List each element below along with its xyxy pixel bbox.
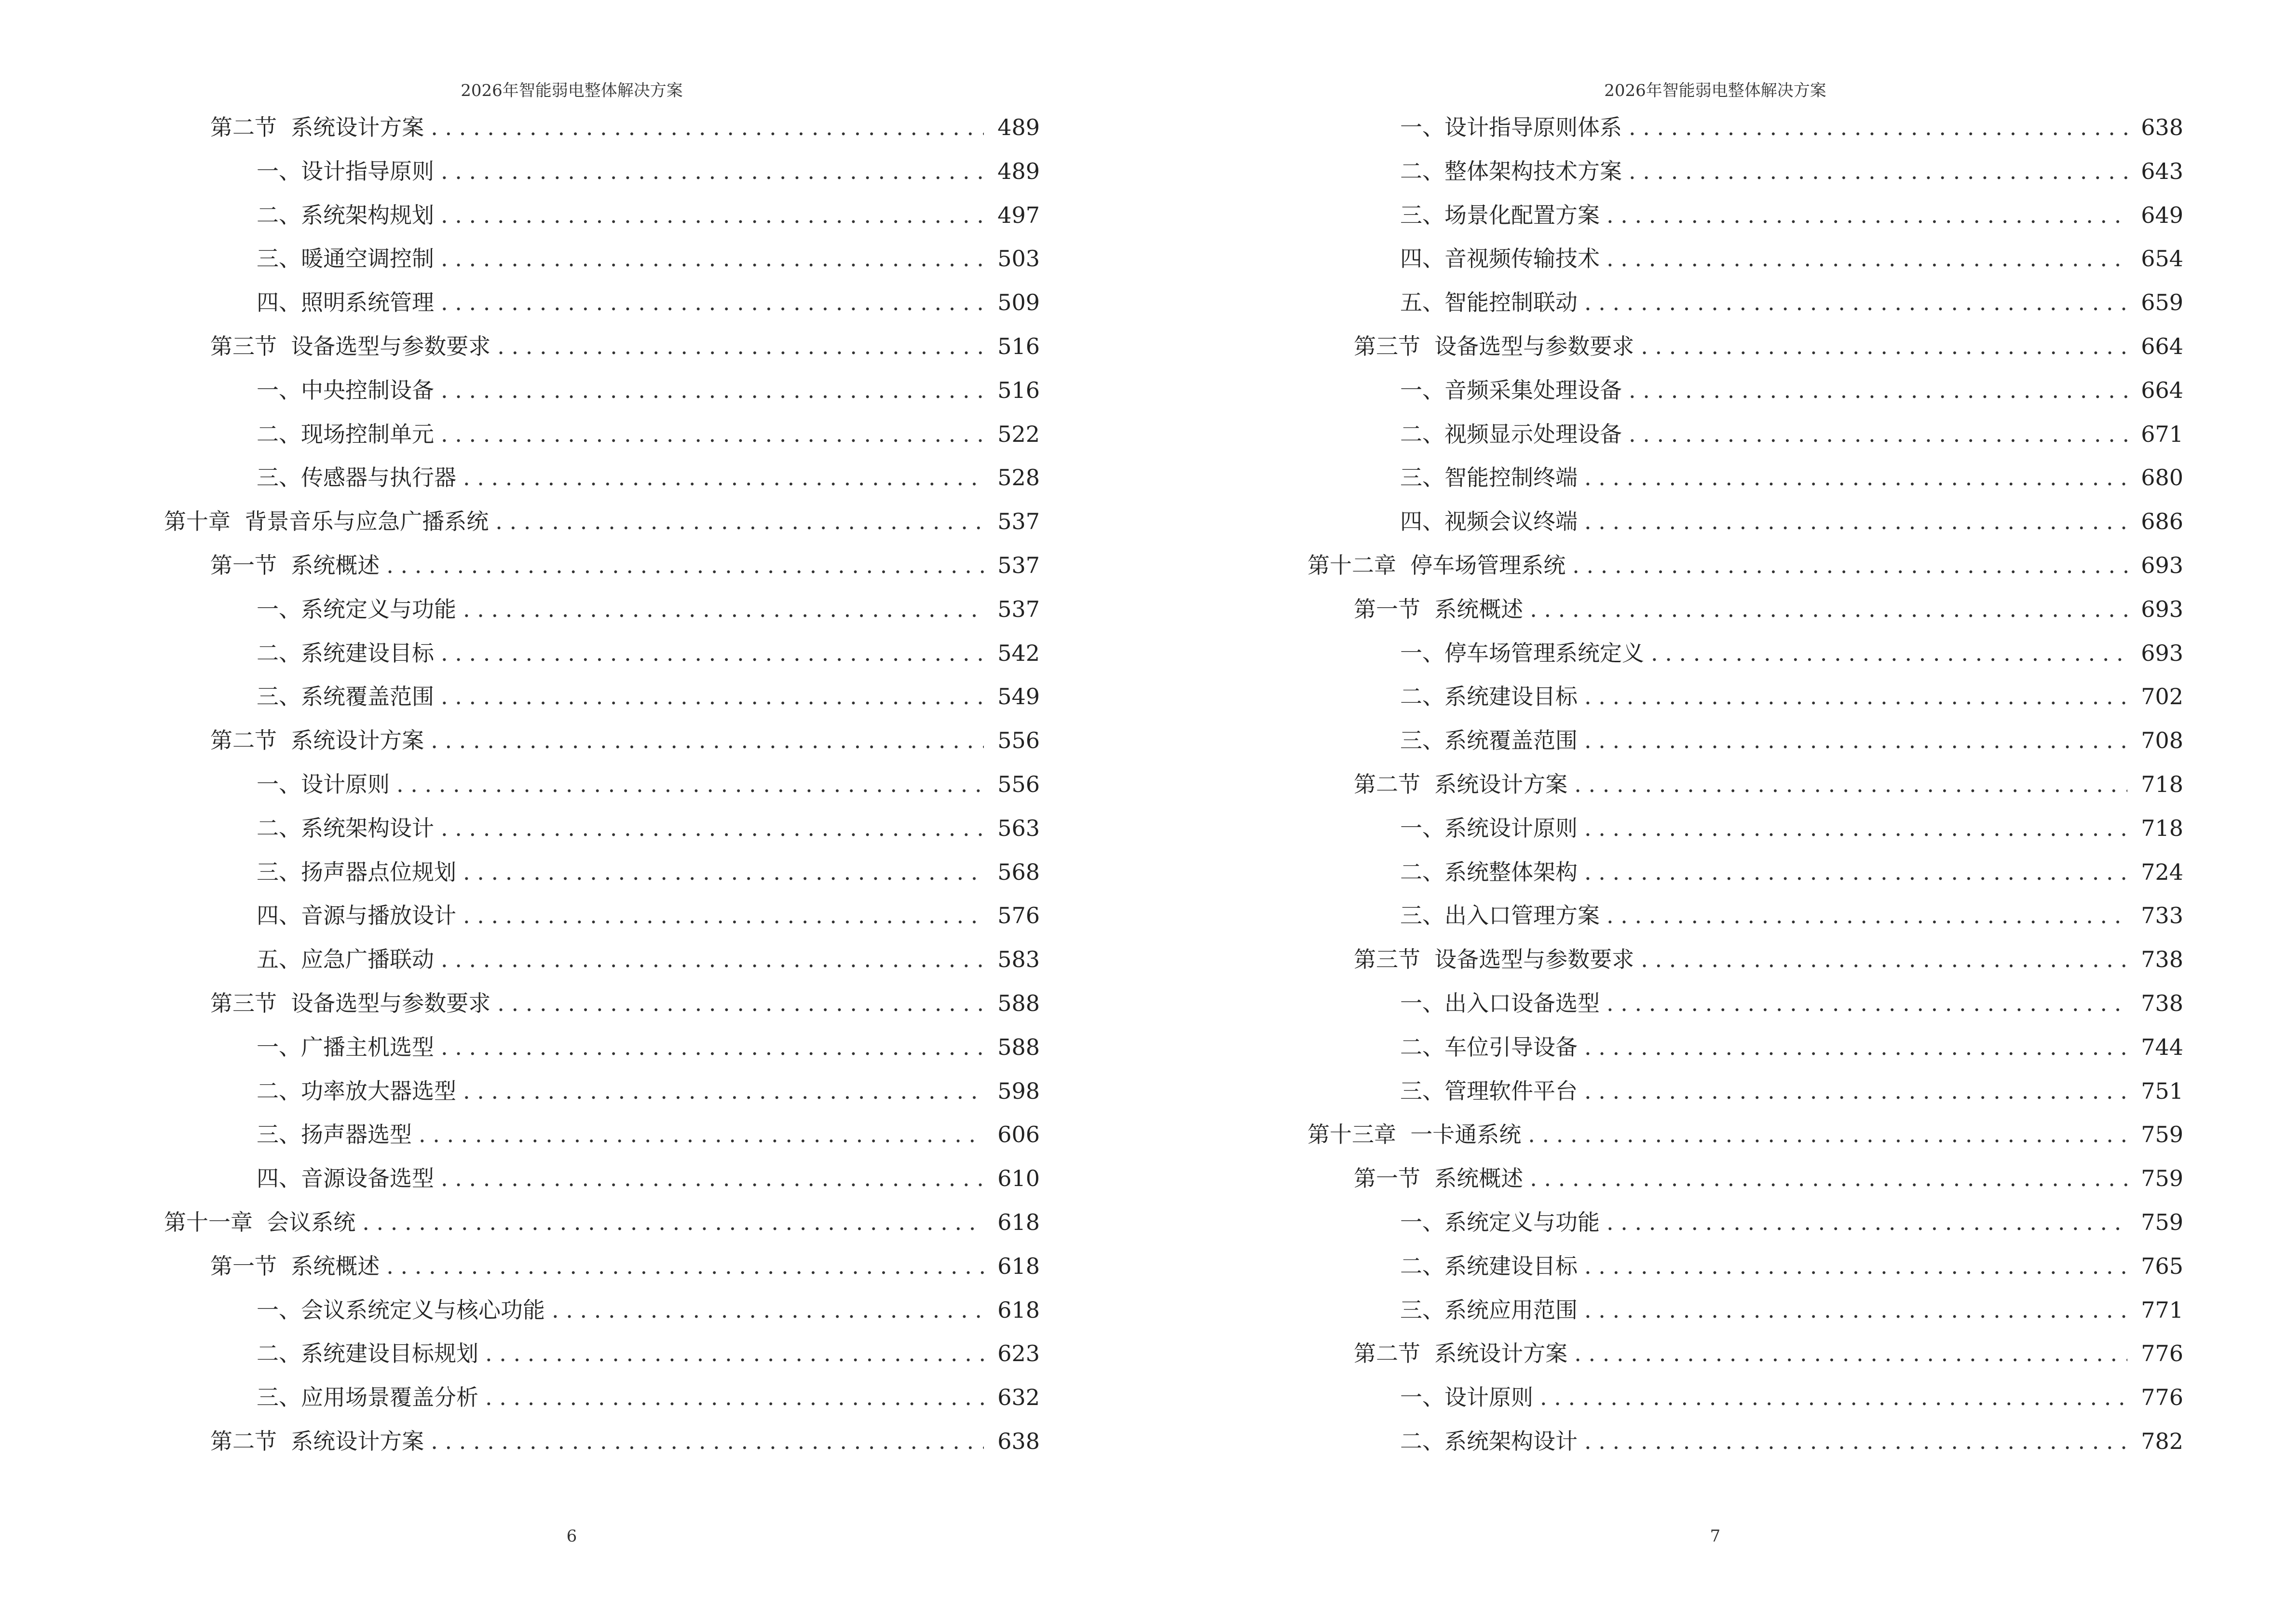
toc-entry-page: 618 bbox=[997, 1296, 1040, 1323]
toc-item-entry[interactable] bbox=[1307, 726, 2183, 755]
toc-entry-page: 664 bbox=[2141, 377, 2183, 403]
toc-entry-page: 542 bbox=[997, 640, 1040, 666]
dot-leader bbox=[463, 1077, 984, 1105]
toc-entry-page: 556 bbox=[997, 727, 1040, 754]
toc-entry-page: 576 bbox=[997, 902, 1040, 929]
toc-entry-title: 四、音源与播放设计 bbox=[257, 902, 456, 929]
toc-chapter-entry[interactable] bbox=[164, 1208, 1040, 1237]
toc-entry-title: 三、管理软件平台 bbox=[1400, 1078, 1578, 1104]
toc-entry-page: 638 bbox=[2141, 114, 2183, 140]
toc-entry-title: 二、视频显示处理设备 bbox=[1400, 421, 1622, 447]
toc-section-entry[interactable] bbox=[164, 332, 1040, 361]
toc-item-entry[interactable] bbox=[1307, 113, 2183, 142]
toc-entry-title: 二、系统架构设计 bbox=[257, 815, 434, 841]
dot-leader bbox=[441, 288, 984, 317]
dot-leader bbox=[1641, 945, 2127, 974]
dot-leader bbox=[463, 463, 984, 492]
toc-entry-title: 第二节 系统设计方案 bbox=[210, 1428, 424, 1454]
toc-item-entry[interactable] bbox=[164, 201, 1040, 230]
toc-entry-title: 三、暖通空调控制 bbox=[257, 246, 434, 272]
toc-item-entry[interactable] bbox=[1307, 682, 2183, 711]
dot-leader bbox=[552, 1296, 984, 1324]
dot-leader bbox=[431, 726, 984, 755]
toc-entry-page: 765 bbox=[2141, 1253, 2183, 1279]
toc-entry-page: 503 bbox=[997, 246, 1040, 272]
toc-entry-title: 一、系统定义与功能 bbox=[1400, 1209, 1600, 1235]
dot-leader bbox=[441, 420, 984, 449]
toc-entry-title: 第二节 系统设计方案 bbox=[1354, 771, 1568, 797]
toc-entry-title: 四、音视频传输技术 bbox=[1400, 246, 1600, 272]
toc-entry-page: 583 bbox=[997, 946, 1040, 973]
toc-chapter-entry[interactable] bbox=[164, 507, 1040, 536]
toc-item-entry[interactable] bbox=[164, 157, 1040, 186]
dot-leader bbox=[1629, 420, 2127, 449]
toc-item-entry[interactable] bbox=[1307, 1208, 2183, 1237]
toc-entry-page: 718 bbox=[2141, 771, 2183, 797]
toc-section-entry[interactable] bbox=[164, 989, 1040, 1018]
dot-leader bbox=[441, 157, 984, 186]
toc-entry-title: 三、系统应用范围 bbox=[1400, 1296, 1578, 1323]
toc-entry-page: 528 bbox=[997, 464, 1040, 491]
dot-leader bbox=[431, 113, 984, 142]
toc-item-entry[interactable] bbox=[1307, 1383, 2183, 1412]
dot-leader bbox=[441, 945, 984, 974]
dot-leader bbox=[419, 1120, 984, 1149]
toc-entry-title: 第三节 设备选型与参数要求 bbox=[210, 333, 491, 359]
toc-item-entry[interactable] bbox=[1307, 507, 2183, 536]
toc-entry-title: 三、智能控制终端 bbox=[1400, 464, 1578, 491]
toc-item-entry[interactable] bbox=[1307, 463, 2183, 492]
toc-section-entry[interactable] bbox=[1307, 945, 2183, 974]
toc-entry-title: 第十一章 会议系统 bbox=[164, 1209, 356, 1235]
toc-section-entry[interactable] bbox=[164, 113, 1040, 142]
toc-entry-title: 第二节 系统设计方案 bbox=[210, 727, 424, 754]
toc-item-entry[interactable] bbox=[164, 420, 1040, 449]
toc-entry-title: 一、停车场管理系统定义 bbox=[1400, 640, 1644, 666]
toc-entry-page: 598 bbox=[997, 1078, 1040, 1104]
toc-item-entry[interactable] bbox=[164, 1033, 1040, 1062]
toc-item-entry[interactable] bbox=[164, 1164, 1040, 1193]
toc-item-entry[interactable] bbox=[164, 1339, 1040, 1368]
dot-leader bbox=[1584, 814, 2127, 843]
toc-entry-title: 第十章 背景音乐与应急广播系统 bbox=[164, 508, 489, 535]
toc-entry-title: 二、整体架构技术方案 bbox=[1400, 158, 1622, 184]
dot-leader bbox=[1540, 1383, 2127, 1412]
toc-entry-title: 四、音源设备选型 bbox=[257, 1165, 434, 1192]
dot-leader bbox=[1606, 1208, 2127, 1237]
dot-leader bbox=[1574, 770, 2127, 799]
toc-entry-title: 三、系统覆盖范围 bbox=[1400, 727, 1578, 754]
toc-entry-title: 一、系统定义与功能 bbox=[257, 596, 456, 622]
toc-entry-title: 四、视频会议终端 bbox=[1400, 508, 1578, 535]
toc-entry-title: 第十三章 一卡通系统 bbox=[1307, 1121, 1522, 1148]
toc-item-entry[interactable] bbox=[164, 945, 1040, 974]
dot-leader bbox=[441, 682, 984, 711]
toc-entry-page: 759 bbox=[2141, 1165, 2183, 1192]
toc-item-entry[interactable] bbox=[164, 770, 1040, 799]
toc-item-entry[interactable] bbox=[1307, 639, 2183, 668]
toc-entry-page: 744 bbox=[2141, 1034, 2183, 1060]
dot-leader bbox=[441, 201, 984, 230]
toc-item-entry[interactable] bbox=[164, 901, 1040, 930]
toc-section-entry[interactable] bbox=[1307, 1164, 2183, 1193]
page-header: 2026年智能弱电整体解决方案 bbox=[461, 81, 683, 100]
toc-entry-title: 第三节 设备选型与参数要求 bbox=[1354, 946, 1634, 973]
toc-section-entry[interactable] bbox=[164, 1252, 1040, 1281]
toc-entry-page: 680 bbox=[2141, 464, 2183, 491]
toc-entry-page: 516 bbox=[997, 333, 1040, 359]
toc-item-entry[interactable] bbox=[1307, 1252, 2183, 1281]
toc-item-entry[interactable] bbox=[164, 463, 1040, 492]
toc-entry-title: 三、出入口管理方案 bbox=[1400, 902, 1600, 929]
toc-entry-page: 556 bbox=[997, 771, 1040, 797]
page-header: 2026年智能弱电整体解决方案 bbox=[1604, 81, 1826, 100]
toc-entry-title: 三、传感器与执行器 bbox=[257, 464, 456, 491]
toc-entry-page: 489 bbox=[997, 158, 1040, 184]
toc-chapter-entry[interactable] bbox=[1307, 1120, 2183, 1149]
toc-entry-title: 一、设计指导原则 bbox=[257, 158, 434, 184]
toc-entry-page: 738 bbox=[2141, 946, 2183, 973]
toc-entry-page: 771 bbox=[2141, 1296, 2183, 1323]
dot-leader bbox=[1584, 1033, 2127, 1062]
toc-entry-title: 二、车位引导设备 bbox=[1400, 1034, 1578, 1060]
toc-item-entry[interactable] bbox=[1307, 901, 2183, 930]
toc-item-entry[interactable] bbox=[1307, 288, 2183, 317]
toc-entry-page: 693 bbox=[2141, 552, 2183, 578]
dot-leader bbox=[1651, 639, 2127, 668]
toc-item-entry[interactable] bbox=[1307, 376, 2183, 405]
toc-entry-page: 537 bbox=[997, 596, 1040, 622]
toc-section-entry[interactable] bbox=[164, 1427, 1040, 1456]
toc-entry-page: 618 bbox=[997, 1253, 1040, 1279]
toc-entry-title: 第一节 系统概述 bbox=[210, 1253, 380, 1279]
toc-entry-title: 二、系统建设目标 bbox=[1400, 1253, 1578, 1279]
dot-leader bbox=[396, 770, 984, 799]
toc-entry-page: 610 bbox=[997, 1165, 1040, 1192]
dot-leader bbox=[1584, 858, 2127, 887]
toc-item-entry[interactable] bbox=[1307, 1427, 2183, 1456]
dot-leader bbox=[497, 989, 984, 1018]
toc-entry-page: 782 bbox=[2141, 1428, 2183, 1454]
toc-entry-page: 738 bbox=[2141, 990, 2183, 1016]
toc-section-entry[interactable] bbox=[1307, 595, 2183, 624]
toc-entry-page: 623 bbox=[997, 1340, 1040, 1367]
toc-entry-page: 537 bbox=[997, 552, 1040, 578]
toc-entry-page: 588 bbox=[997, 990, 1040, 1016]
toc-entry-title: 三、场景化配置方案 bbox=[1400, 202, 1600, 228]
dot-leader bbox=[485, 1339, 984, 1368]
toc-entry-title: 二、系统整体架构 bbox=[1400, 859, 1578, 885]
dot-leader bbox=[1584, 726, 2127, 755]
toc-section-entry[interactable] bbox=[1307, 1339, 2183, 1368]
dot-leader bbox=[1629, 376, 2127, 405]
toc-entry-title: 二、系统建设目标 bbox=[257, 640, 434, 666]
toc-chapter-entry[interactable] bbox=[1307, 551, 2183, 580]
toc-entry-page: 649 bbox=[2141, 202, 2183, 228]
dot-leader bbox=[1584, 288, 2127, 317]
toc-item-entry[interactable] bbox=[164, 858, 1040, 887]
toc-entry-page: 776 bbox=[2141, 1340, 2183, 1367]
dot-leader bbox=[362, 1208, 984, 1237]
toc-entry-title: 三、扬声器选型 bbox=[257, 1121, 412, 1148]
toc-list bbox=[164, 113, 1040, 1456]
toc-entry-page: 759 bbox=[2141, 1121, 2183, 1148]
toc-entry-page: 686 bbox=[2141, 508, 2183, 535]
toc-entry-page: 724 bbox=[2141, 859, 2183, 885]
toc-entry-title: 一、设计原则 bbox=[1400, 1384, 1533, 1411]
toc-entry-title: 一、广播主机选型 bbox=[257, 1034, 434, 1060]
toc-entry-page: 654 bbox=[2141, 246, 2183, 272]
toc-entry-page: 693 bbox=[2141, 596, 2183, 622]
dot-leader bbox=[1629, 157, 2127, 186]
toc-entry-title: 第一节 系统概述 bbox=[210, 552, 380, 578]
toc-entry-page: 659 bbox=[2141, 289, 2183, 316]
toc-entry-page: 693 bbox=[2141, 640, 2183, 666]
toc-section-entry[interactable] bbox=[1307, 770, 2183, 799]
toc-item-entry[interactable] bbox=[1307, 201, 2183, 230]
dot-leader bbox=[441, 376, 984, 405]
dot-leader bbox=[1606, 244, 2127, 273]
toc-entry-page: 759 bbox=[2141, 1209, 2183, 1235]
toc-entry-title: 第三节 设备选型与参数要求 bbox=[210, 990, 491, 1016]
toc-entry-page: 522 bbox=[997, 421, 1040, 447]
toc-entry-page: 733 bbox=[2141, 902, 2183, 929]
dot-leader bbox=[1606, 989, 2127, 1018]
dot-leader bbox=[1572, 551, 2127, 580]
toc-entry-page: 776 bbox=[2141, 1384, 2183, 1411]
dot-leader bbox=[441, 1164, 984, 1193]
toc-item-entry[interactable] bbox=[164, 288, 1040, 317]
dot-leader bbox=[463, 858, 984, 887]
dot-leader bbox=[386, 551, 984, 580]
toc-item-entry[interactable] bbox=[1307, 858, 2183, 887]
dot-leader bbox=[1584, 463, 2127, 492]
toc-entry-page: 718 bbox=[2141, 815, 2183, 841]
toc-entry-page: 606 bbox=[997, 1121, 1040, 1148]
dot-leader bbox=[1606, 201, 2127, 230]
toc-item-entry[interactable] bbox=[164, 814, 1040, 843]
toc-entry-title: 二、功率放大器选型 bbox=[257, 1078, 456, 1104]
dot-leader bbox=[463, 901, 984, 930]
toc-entry-title: 二、系统架构设计 bbox=[1400, 1428, 1578, 1454]
toc-entry-title: 三、应用场景覆盖分析 bbox=[257, 1384, 478, 1411]
toc-entry-title: 二、现场控制单元 bbox=[257, 421, 434, 447]
toc-entry-page: 489 bbox=[997, 114, 1040, 140]
toc-entry-page: 563 bbox=[997, 815, 1040, 841]
toc-entry-title: 第十二章 停车场管理系统 bbox=[1307, 552, 1566, 578]
toc-item-entry[interactable] bbox=[164, 376, 1040, 405]
toc-entry-title: 二、系统建设目标 bbox=[1400, 683, 1578, 710]
dot-leader bbox=[1629, 113, 2127, 142]
dot-leader bbox=[1606, 901, 2127, 930]
dot-leader bbox=[441, 814, 984, 843]
toc-item-entry[interactable] bbox=[1307, 814, 2183, 843]
toc-entry-title: 二、系统架构规划 bbox=[257, 202, 434, 228]
toc-entry-page: 671 bbox=[2141, 421, 2183, 447]
dot-leader bbox=[431, 1427, 984, 1456]
dot-leader bbox=[1530, 1164, 2127, 1193]
toc-entry-title: 第一节 系统概述 bbox=[1354, 596, 1524, 622]
dot-leader bbox=[1584, 507, 2127, 536]
toc-item-entry[interactable] bbox=[164, 639, 1040, 668]
dot-leader bbox=[1584, 1252, 2127, 1281]
toc-entry-page: 516 bbox=[997, 377, 1040, 403]
toc-entry-page: 549 bbox=[997, 683, 1040, 710]
toc-entry-page: 588 bbox=[997, 1034, 1040, 1060]
toc-entry-page: 708 bbox=[2141, 727, 2183, 754]
dot-leader bbox=[1584, 1427, 2127, 1456]
toc-entry-title: 三、扬声器点位规划 bbox=[257, 859, 456, 885]
page-number: 6 bbox=[566, 1527, 577, 1546]
dot-leader bbox=[1584, 682, 2127, 711]
toc-item-entry[interactable] bbox=[1307, 1296, 2183, 1324]
toc-entry-page: 509 bbox=[997, 289, 1040, 316]
dot-leader bbox=[441, 244, 984, 273]
toc-item-entry[interactable] bbox=[164, 595, 1040, 624]
toc-item-entry[interactable] bbox=[164, 1077, 1040, 1105]
toc-item-entry[interactable] bbox=[1307, 244, 2183, 273]
dot-leader bbox=[441, 639, 984, 668]
toc-entry-title: 三、系统覆盖范围 bbox=[257, 683, 434, 710]
toc-entry-page: 751 bbox=[2141, 1078, 2183, 1104]
toc-entry-page: 537 bbox=[997, 508, 1040, 535]
dot-leader bbox=[386, 1252, 984, 1281]
page-number: 7 bbox=[1710, 1527, 1721, 1546]
dot-leader bbox=[1574, 1339, 2127, 1368]
toc-entry-page: 643 bbox=[2141, 158, 2183, 184]
toc-entry-page: 664 bbox=[2141, 333, 2183, 359]
toc-item-entry[interactable] bbox=[1307, 157, 2183, 186]
toc-entry-title: 五、应急广播联动 bbox=[257, 946, 434, 973]
toc-entry-page: 497 bbox=[997, 202, 1040, 228]
toc-item-entry[interactable] bbox=[1307, 1033, 2183, 1062]
dot-leader bbox=[485, 1383, 984, 1412]
dot-leader bbox=[441, 1033, 984, 1062]
dot-leader bbox=[495, 507, 984, 536]
toc-entry-title: 二、系统建设目标规划 bbox=[257, 1340, 478, 1367]
toc-entry-title: 一、会议系统定义与核心功能 bbox=[257, 1296, 545, 1323]
toc-entry-page: 638 bbox=[997, 1428, 1040, 1454]
toc-item-entry[interactable] bbox=[164, 682, 1040, 711]
toc-section-entry[interactable] bbox=[164, 726, 1040, 755]
toc-entry-title: 五、智能控制联动 bbox=[1400, 289, 1578, 316]
toc-entry-title: 一、出入口设备选型 bbox=[1400, 990, 1600, 1016]
toc-list bbox=[1307, 113, 2183, 1456]
dot-leader bbox=[497, 332, 984, 361]
toc-entry-page: 632 bbox=[997, 1384, 1040, 1411]
dot-leader bbox=[1584, 1077, 2127, 1105]
toc-entry-title: 第三节 设备选型与参数要求 bbox=[1354, 333, 1634, 359]
dot-leader bbox=[1528, 1120, 2127, 1149]
toc-entry-title: 一、中央控制设备 bbox=[257, 377, 434, 403]
toc-item-entry[interactable] bbox=[1307, 989, 2183, 1018]
toc-item-entry[interactable] bbox=[1307, 420, 2183, 449]
dot-leader bbox=[1530, 595, 2127, 624]
toc-entry-title: 一、设计指导原则体系 bbox=[1400, 114, 1622, 140]
toc-section-entry[interactable] bbox=[1307, 332, 2183, 361]
toc-item-entry[interactable] bbox=[1307, 1077, 2183, 1105]
toc-entry-page: 702 bbox=[2141, 683, 2183, 710]
toc-item-entry[interactable] bbox=[164, 1296, 1040, 1324]
toc-entry-title: 第一节 系统概述 bbox=[1354, 1165, 1524, 1192]
toc-item-entry[interactable] bbox=[164, 244, 1040, 273]
dot-leader bbox=[463, 595, 984, 624]
toc-entry-title: 四、照明系统管理 bbox=[257, 289, 434, 316]
toc-entry-title: 第二节 系统设计方案 bbox=[210, 114, 424, 140]
toc-entry-title: 一、设计原则 bbox=[257, 771, 390, 797]
right-page bbox=[1144, 0, 2287, 1624]
toc-entry-title: 第二节 系统设计方案 bbox=[1354, 1340, 1568, 1367]
toc-section-entry[interactable] bbox=[164, 551, 1040, 580]
toc-item-entry[interactable] bbox=[164, 1383, 1040, 1412]
dot-leader bbox=[1641, 332, 2127, 361]
toc-entry-page: 618 bbox=[997, 1209, 1040, 1235]
toc-entry-title: 一、音频采集处理设备 bbox=[1400, 377, 1622, 403]
toc-entry-page: 568 bbox=[997, 859, 1040, 885]
toc-entry-title: 一、系统设计原则 bbox=[1400, 815, 1578, 841]
toc-item-entry[interactable] bbox=[164, 1120, 1040, 1149]
dot-leader bbox=[1584, 1296, 2127, 1324]
